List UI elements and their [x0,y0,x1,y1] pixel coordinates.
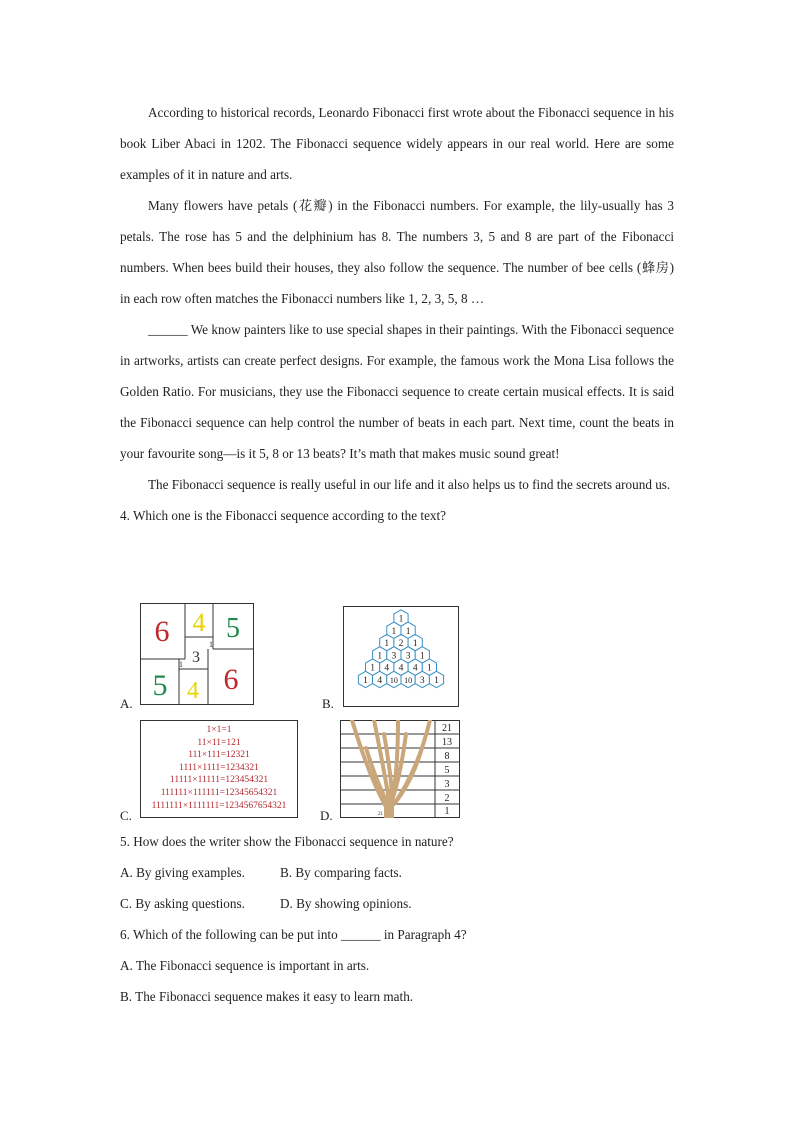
hex-value: 1 [434,676,439,686]
hex-value: 3 [405,651,411,662]
c-line: 111×111=12321 [188,750,250,761]
hex-value: 4 [384,663,390,674]
tree-row-value: 13 [442,737,452,748]
option-c-label[interactable]: C. [120,808,132,823]
fib-num: 4 [192,608,206,637]
tree-row-value: 21 [442,723,452,734]
hex-value: 1 [377,651,383,662]
q6-option-a[interactable]: A. The Fibonacci sequence is important in arts. [120,958,370,973]
tree-row-value: 3 [444,779,450,790]
fib-num: 1 [209,640,213,649]
q5-option-c[interactable]: C. By asking questions. [120,896,245,911]
hex-value: 2 [398,639,404,650]
fib-num: 3 [192,649,200,666]
c-line: 11111×11111=123454321 [169,775,269,786]
fib-num: 4 [187,678,199,704]
q5-option-d[interactable]: D. By showing opinions. [280,896,412,911]
fib-num: 5 [152,669,168,702]
question-5-options-row-2 [120,888,674,919]
questions-section [120,826,674,1012]
hex-value: 1 [391,626,397,637]
hex-value: 1 [412,639,418,650]
fib-num: 5 [226,613,240,644]
question-5-options-row-1 [120,857,674,888]
fib-num: 6 [154,615,170,648]
paragraph-3: ______ We know painters like to use special shapes in their paintings. With the Fibonacci sequence in artworks, artists can create perfect designs. For example, the famous work the Mona Lisa follows the Golden Ratio. For musicians, they use the Fibonacci sequence to create certain musical effects. It is said the Fibonacci sequence can help control the number of beats in each part. Next time, count the beats in your favourite song—is it 5, 8 or 13 beats? It’s math that makes music sound great! [120,322,674,461]
option-b-image [343,606,459,707]
hex-value: 3 [391,651,397,662]
c-line: 1111111×1111111=1234567654321 [151,800,287,811]
hex-value: 1 [419,651,425,662]
tree-bottom-label: 21 [378,812,383,817]
option-a-image [140,603,254,705]
tree-row-value: 5 [444,765,450,776]
hex-value: 4 [377,676,383,686]
tree-row-value: 1 [444,806,450,817]
question-6: 6. Which of the following can be put into ______ in Paragraph 4? [120,927,467,942]
question-4: 4. Which one is the Fibonacci sequence according to the text? [120,508,447,523]
tree-row-value: 8 [444,751,450,762]
fib-num: 6 [223,663,239,696]
option-b-label[interactable]: B. [322,696,334,711]
q6-option-b[interactable]: B. The Fibonacci sequence makes it easy to learn math. [120,989,414,1004]
question-5: 5. How does the writer show the Fibonacci sequence in nature? [120,834,454,849]
q5-option-b[interactable]: B. By comparing facts. [280,865,402,880]
option-c-image [140,720,298,818]
document-page [120,97,674,531]
hex-value: 1 [384,639,390,650]
paragraph-2: Many flowers have petals (花瓣) in the Fibonacci numbers. For example, the lily-usually has 3 petals. The rose has 5 and the delphinium has 8. The numbers 3, 5 and 8 are part of the Fibonacci numbers. When bees build their houses, they also follow the sequence. The number of bee cells (蜂房) in each row often matches the Fibonacci numbers like 1, 2, 3, 5, 8 … [120,198,674,306]
q5-option-a[interactable]: A. By giving examples. [120,865,245,880]
option-d-label[interactable]: D. [320,808,333,823]
hex-value: 1 [398,614,404,625]
hex-value: 1 [363,676,368,686]
hex-value: 4 [398,663,404,674]
c-line: 11×11=121 [197,737,241,748]
paragraph-4: The Fibonacci sequence is really useful in our life and it also helps us to find the secrets around us. [148,477,671,492]
hex-value: 10 [389,676,398,685]
c-line: 111111×111111=12345654321 [160,787,278,798]
c-line: 1111×1111=1234321 [179,762,259,773]
option-a-label[interactable]: A. [120,696,133,711]
option-d-image [340,720,460,818]
fib-num: 1 [179,660,183,669]
hex-value: 10 [404,676,413,685]
paragraph-1: According to historical records, Leonardo Fibonacci first wrote about the Fibonacci sequence in his book Liber Abaci in 1202. The Fibonacci sequence widely appears in our real world. Here are some examples of it in nature and arts. [120,105,674,182]
hex-value: 1 [370,663,375,674]
c-line: 1×1=1 [206,725,232,735]
hex-value: 1 [427,663,432,674]
tree-row-value: 2 [444,793,450,804]
hex-value: 3 [419,676,425,686]
hex-value: 1 [405,626,411,637]
hex-value: 4 [412,663,418,674]
